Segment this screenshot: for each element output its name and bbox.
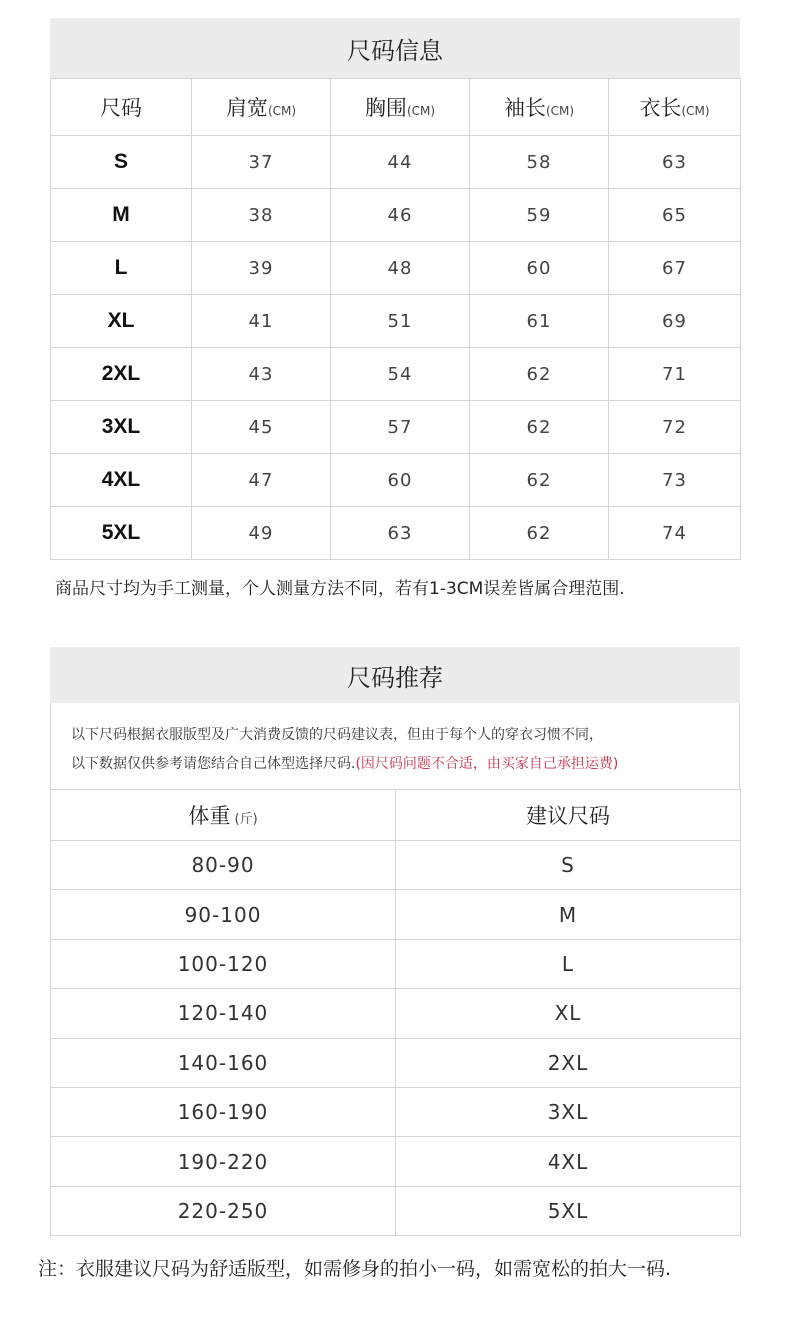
recommend-body bbox=[51, 841, 741, 1236]
size-info-cell: 45 bbox=[192, 401, 331, 454]
size-info-header-unit: (CM) bbox=[406, 104, 436, 118]
size-info-header-label: 肩宽 bbox=[225, 96, 268, 120]
recommend-header-1 bbox=[396, 790, 741, 841]
size-info-header-row bbox=[51, 79, 741, 136]
recommend-row bbox=[51, 1087, 741, 1136]
shipping-warning: (因尺码问题不合适，由买家自己承担运费) bbox=[355, 756, 619, 772]
size-info-row bbox=[51, 242, 741, 295]
size-info-header-unit: (CM) bbox=[545, 104, 575, 118]
recommend-row bbox=[51, 939, 741, 988]
intro-line-2-text: 以下数据仅供参考请您结合自己体型选择尺码. bbox=[71, 756, 356, 772]
size-recommend-table bbox=[50, 789, 741, 1236]
recommend-cell: 140-160 bbox=[51, 1038, 396, 1087]
size-info-cell: 63 bbox=[609, 136, 741, 189]
size-info-header-unit: (CM) bbox=[681, 104, 710, 118]
size-info-cell: 43 bbox=[192, 348, 331, 401]
recommend-cell: 120-140 bbox=[51, 989, 396, 1038]
recommend-intro bbox=[50, 703, 740, 789]
recommend-row bbox=[51, 989, 741, 1038]
size-info-cell: 67 bbox=[609, 242, 741, 295]
recommend-header-unit: (斤) bbox=[230, 812, 258, 827]
size-info-cell: 60 bbox=[470, 242, 609, 295]
size-info-cell: L bbox=[51, 242, 192, 295]
size-info-header-0 bbox=[51, 79, 192, 136]
recommend-cell: 3XL bbox=[396, 1087, 741, 1136]
size-info-body bbox=[51, 136, 741, 560]
measurement-note: 商品尺寸均为手工测量，个人测量方法不同，若有1-3CM误差皆属合理范围. bbox=[55, 579, 625, 599]
size-info-cell: 71 bbox=[609, 348, 741, 401]
size-info-cell: S bbox=[51, 136, 192, 189]
recommend-header-row bbox=[51, 790, 741, 841]
size-info-cell: 37 bbox=[192, 136, 331, 189]
size-info-header-label: 尺码 bbox=[100, 96, 142, 120]
size-info-row bbox=[51, 189, 741, 242]
size-info-header-label: 袖长 bbox=[503, 96, 546, 120]
size-info-cell: XL bbox=[51, 295, 192, 348]
size-info-cell: 72 bbox=[609, 401, 741, 454]
recommend-row bbox=[51, 1186, 741, 1235]
size-info-cell: 69 bbox=[609, 295, 741, 348]
size-info-cell: 59 bbox=[470, 189, 609, 242]
size-info-header-label: 胸围 bbox=[364, 96, 407, 120]
size-info-cell: 62 bbox=[470, 401, 609, 454]
recommend-cell: 2XL bbox=[396, 1038, 741, 1087]
size-info-cell: 62 bbox=[470, 348, 609, 401]
size-info-cell: 39 bbox=[192, 242, 331, 295]
size-recommend-title: 尺码推荐 bbox=[50, 647, 740, 703]
size-info-cell: 46 bbox=[331, 189, 470, 242]
recommend-row bbox=[51, 890, 741, 939]
recommend-cell: 220-250 bbox=[51, 1186, 396, 1235]
size-info-title: 尺码信息 bbox=[50, 18, 740, 78]
recommend-row bbox=[51, 841, 741, 890]
size-info-cell: 44 bbox=[331, 136, 470, 189]
size-info-cell: 63 bbox=[331, 507, 470, 560]
size-info-cell: 38 bbox=[192, 189, 331, 242]
recommend-cell: M bbox=[396, 890, 741, 939]
size-info-row bbox=[51, 136, 741, 189]
size-info-row bbox=[51, 454, 741, 507]
size-info-row bbox=[51, 401, 741, 454]
recommend-row bbox=[51, 1038, 741, 1087]
recommend-header-0 bbox=[51, 790, 396, 841]
recommend-row bbox=[51, 1137, 741, 1186]
recommend-cell: 5XL bbox=[396, 1186, 741, 1235]
recommend-cell: L bbox=[396, 939, 741, 988]
size-info-header-4 bbox=[609, 79, 741, 136]
recommend-cell: XL bbox=[396, 989, 741, 1038]
recommend-cell: 4XL bbox=[396, 1137, 741, 1186]
recommend-cell: 90-100 bbox=[51, 890, 396, 939]
size-info-row bbox=[51, 295, 741, 348]
size-info-cell: 54 bbox=[331, 348, 470, 401]
size-info-header-3 bbox=[470, 79, 609, 136]
recommend-header-label: 体重 bbox=[188, 804, 231, 828]
size-info-row bbox=[51, 348, 741, 401]
size-info-row bbox=[51, 507, 741, 560]
size-info-cell: 58 bbox=[470, 136, 609, 189]
size-info-cell: 48 bbox=[331, 242, 470, 295]
size-info-cell: 47 bbox=[192, 454, 331, 507]
size-info-header-1 bbox=[192, 79, 331, 136]
intro-line-2 bbox=[71, 750, 739, 779]
size-info-cell: 3XL bbox=[51, 401, 192, 454]
size-info-cell: 60 bbox=[331, 454, 470, 507]
recommend-cell: 80-90 bbox=[51, 841, 396, 890]
recommend-header-label: 建议尺码 bbox=[526, 804, 610, 828]
size-info-cell: 41 bbox=[192, 295, 331, 348]
size-info-cell: 61 bbox=[470, 295, 609, 348]
intro-line-1: 以下尺码根据衣服版型及广大消费反馈的尺码建议表，但由于每个人的穿衣习惯不同， bbox=[71, 727, 603, 743]
size-info-cell: 62 bbox=[470, 507, 609, 560]
size-info-cell: 62 bbox=[470, 454, 609, 507]
recommend-cell: 190-220 bbox=[51, 1137, 396, 1186]
size-info-cell: 5XL bbox=[51, 507, 192, 560]
size-info-cell: 65 bbox=[609, 189, 741, 242]
size-info-cell: 73 bbox=[609, 454, 741, 507]
recommend-cell: S bbox=[396, 841, 741, 890]
recommend-cell: 160-190 bbox=[51, 1087, 396, 1136]
size-info-cell: 4XL bbox=[51, 454, 192, 507]
size-info-table bbox=[50, 78, 741, 560]
size-info-cell: 51 bbox=[331, 295, 470, 348]
size-info-header-unit: (CM) bbox=[267, 104, 297, 118]
size-info-cell: 2XL bbox=[51, 348, 192, 401]
size-info-cell: 57 bbox=[331, 401, 470, 454]
size-info-cell: 49 bbox=[192, 507, 331, 560]
size-info-cell: M bbox=[51, 189, 192, 242]
size-info-header-2 bbox=[331, 79, 470, 136]
fit-note: 注：衣服建议尺码为舒适版型，如需修身的拍小一码，如需宽松的拍大一码. bbox=[38, 1258, 672, 1280]
recommend-cell: 100-120 bbox=[51, 939, 396, 988]
size-info-cell: 74 bbox=[609, 507, 741, 560]
size-info-header-label: 衣长 bbox=[639, 96, 682, 120]
